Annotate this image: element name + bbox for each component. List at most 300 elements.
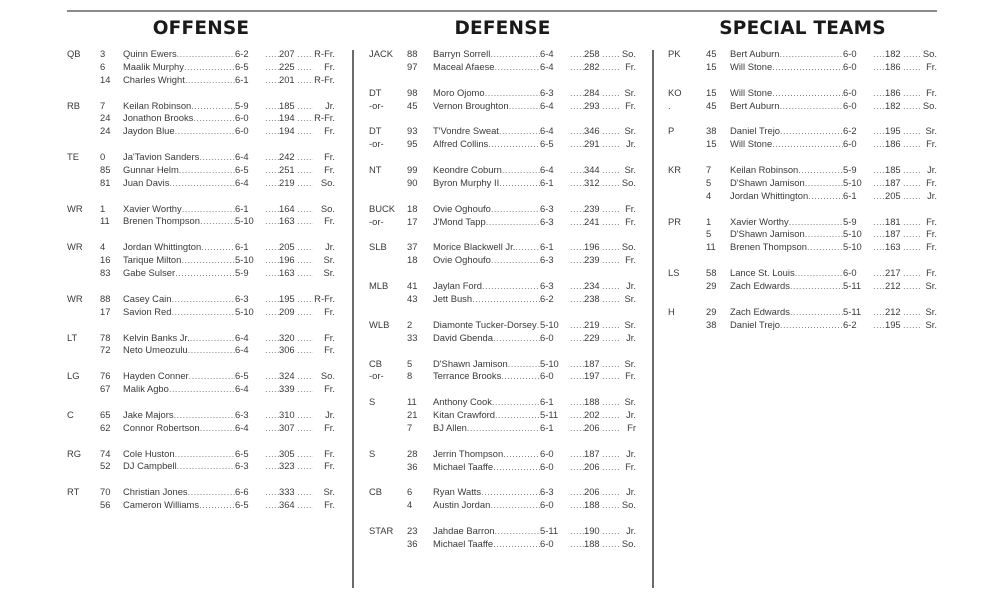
position-label: KO — [668, 86, 682, 98]
dot-leader — [570, 87, 584, 100]
dot-leader — [570, 332, 584, 345]
player-stats — [540, 241, 636, 254]
player-weight: 242 — [279, 151, 295, 163]
player-row — [668, 216, 937, 229]
dot-leader — [780, 48, 843, 61]
position-label: PK — [668, 48, 681, 59]
position-label: KR — [668, 164, 682, 176]
dot-leader — [903, 87, 921, 100]
player-weight: 194 — [279, 125, 295, 137]
position-label: STAR — [369, 525, 394, 537]
dot-leader — [297, 74, 313, 87]
player-class-year: So. — [320, 202, 335, 214]
dot-leader — [265, 344, 279, 357]
player-weight: 163 — [279, 215, 295, 227]
dot-leader — [602, 216, 620, 229]
player-class-year: Fr. — [926, 228, 937, 240]
player-class-year: Fr — [627, 421, 636, 433]
player-row — [369, 525, 636, 538]
player-row — [67, 254, 335, 267]
player-weight: 310 — [279, 408, 295, 420]
player-height: 5-10 — [843, 241, 862, 253]
dot-leader — [602, 409, 620, 422]
jersey-number: 74 — [100, 447, 111, 459]
player-stats — [540, 203, 636, 216]
player-name: Cole Huston — [123, 447, 175, 459]
player-weight: 185 — [279, 99, 295, 111]
player-name: Jordan Whittington — [730, 189, 809, 201]
player-height: 6-3 — [540, 215, 554, 227]
player-stats — [540, 100, 636, 113]
dot-leader — [873, 138, 885, 151]
player-name: David Gbenda — [433, 331, 493, 343]
player-stats — [540, 125, 636, 138]
player-class-year: Fr. — [926, 138, 937, 150]
position-group — [668, 306, 937, 332]
dot-leader — [903, 138, 921, 151]
player-name: Jaylan Ford — [433, 280, 482, 292]
player-weight: 307 — [279, 421, 295, 433]
dot-leader — [873, 228, 885, 241]
jersey-number: 8 — [407, 370, 413, 382]
player-stats — [235, 254, 335, 267]
jersey-number: 24 — [100, 112, 111, 124]
player-class-year: So. — [621, 48, 636, 59]
player-class-year: Sr. — [624, 318, 636, 330]
jersey-number: 58 — [706, 267, 717, 279]
dot-leader — [495, 61, 541, 74]
player-stats — [540, 370, 636, 383]
player-height: 6-0 — [843, 138, 857, 150]
player-class-year: Sr. — [624, 125, 636, 137]
player-stats — [540, 358, 636, 371]
player-weight: 234 — [584, 280, 600, 292]
player-class-year: Jr. — [325, 408, 335, 420]
offense-depth-chart — [67, 48, 335, 512]
position-label: WLB — [369, 318, 390, 330]
player-name: Brenen Thompson — [123, 215, 200, 227]
player-stats — [843, 280, 937, 293]
player-name: Will Stone — [730, 86, 773, 98]
dot-leader — [790, 280, 843, 293]
player-stats — [843, 164, 937, 177]
player-class-year: Fr. — [324, 460, 335, 472]
player-stats — [540, 332, 636, 345]
position-label: BUCK — [369, 202, 396, 214]
player-stats — [843, 177, 937, 190]
dot-leader — [297, 112, 313, 125]
player-weight: 333 — [279, 486, 295, 498]
position-label: DT — [369, 125, 382, 137]
player-height: 6-0 — [540, 460, 554, 472]
dot-leader — [570, 448, 584, 461]
dot-leader — [805, 228, 843, 241]
dot-leader — [903, 177, 921, 190]
player-weight: 206 — [584, 460, 600, 472]
player-row — [668, 100, 937, 113]
player-stats — [540, 319, 636, 332]
player-name: Jordan Whittington — [123, 241, 202, 253]
dot-leader — [772, 61, 843, 74]
player-stats — [843, 87, 937, 100]
player-row — [369, 164, 636, 177]
player-name: Jerrin Thompson — [433, 447, 504, 459]
player-height: 6-4 — [540, 164, 554, 176]
player-class-year: Fr. — [324, 215, 335, 227]
player-stats — [843, 267, 937, 280]
player-class-year: Jr. — [626, 447, 636, 459]
player-name: D'Shawn Jamison — [730, 228, 805, 240]
player-stats — [235, 215, 335, 228]
dot-leader — [602, 499, 620, 512]
player-weight: 320 — [279, 331, 295, 343]
dot-leader — [903, 228, 921, 241]
position-label: H — [668, 305, 675, 317]
player-class-year: Sr. — [624, 292, 636, 304]
player-class-year: Sr. — [624, 396, 636, 408]
jersey-number: 15 — [706, 60, 717, 72]
player-weight: 164 — [279, 202, 295, 214]
jersey-number: 7 — [706, 164, 712, 176]
dot-leader — [265, 486, 279, 499]
player-height: 6-4 — [235, 383, 249, 395]
player-row — [67, 151, 335, 164]
jersey-number: 5 — [706, 228, 712, 240]
dot-leader — [467, 422, 540, 435]
dot-leader — [297, 460, 313, 473]
player-height: 5-9 — [843, 164, 857, 176]
dot-leader — [488, 138, 540, 151]
player-row — [67, 499, 335, 512]
dot-leader — [265, 151, 279, 164]
player-row — [369, 48, 636, 61]
dot-leader — [798, 164, 843, 177]
dot-leader — [297, 267, 313, 280]
position-group — [67, 370, 335, 396]
dot-leader — [873, 241, 885, 254]
dot-leader — [570, 396, 584, 409]
jersey-number: 62 — [100, 421, 111, 433]
player-stats — [540, 48, 636, 61]
player-weight: 188 — [584, 537, 600, 549]
dot-leader — [265, 460, 279, 473]
player-row — [369, 319, 636, 332]
position-group — [369, 319, 636, 345]
dot-leader — [297, 164, 313, 177]
position-label: -or- — [369, 99, 384, 111]
player-weight: 346 — [584, 125, 600, 137]
player-weight: 185 — [885, 164, 901, 176]
dot-leader — [903, 216, 921, 229]
dot-leader — [790, 306, 843, 319]
position-label: JACK — [369, 48, 393, 59]
player-row — [668, 241, 937, 254]
player-height: 6-3 — [540, 86, 554, 98]
dot-leader — [602, 177, 620, 190]
player-row — [668, 280, 937, 293]
dot-leader — [873, 87, 885, 100]
jersey-number: 5 — [407, 357, 413, 369]
position-label: RB — [67, 99, 81, 111]
dot-leader — [570, 525, 584, 538]
player-row — [67, 409, 335, 422]
dot-leader — [297, 409, 313, 422]
player-stats — [235, 112, 335, 125]
dot-leader — [808, 190, 843, 203]
dot-leader — [602, 100, 620, 113]
dot-leader — [873, 100, 885, 113]
player-name: Michael Taaffe — [433, 460, 494, 472]
dot-leader — [175, 125, 235, 138]
player-weight: 186 — [885, 60, 901, 72]
player-weight: 305 — [279, 447, 295, 459]
player-class-year: Fr. — [324, 163, 335, 175]
jersey-number: 6 — [407, 486, 413, 498]
jersey-number: 78 — [100, 331, 111, 343]
position-group — [67, 48, 335, 87]
player-row — [369, 396, 636, 409]
player-name: Brenen Thompson — [730, 241, 807, 253]
player-height: 6-4 — [540, 99, 554, 111]
player-weight: 202 — [584, 409, 600, 421]
dot-leader — [297, 383, 313, 396]
dot-leader — [265, 306, 279, 319]
player-class-year: Fr. — [625, 202, 636, 214]
player-name: Keondre Coburn — [433, 164, 502, 176]
player-class-year: R-Fr. — [314, 112, 335, 124]
player-height: 6-1 — [540, 396, 554, 408]
player-weight: 293 — [584, 99, 600, 111]
player-class-year: Sr. — [624, 86, 636, 98]
player-height: 6-5 — [235, 499, 249, 511]
player-name: Anthony Cook — [433, 396, 492, 408]
position-label: LG — [67, 370, 80, 382]
dot-leader — [486, 216, 540, 229]
player-name: Christian Jones — [123, 486, 188, 498]
player-weight: 182 — [885, 48, 901, 59]
dot-leader — [493, 461, 540, 474]
player-row — [67, 215, 335, 228]
offense-column — [67, 14, 335, 525]
position-group — [369, 358, 636, 384]
player-name: Neto Umeozulu — [123, 344, 188, 356]
player-row — [67, 448, 335, 461]
dot-leader — [297, 215, 313, 228]
player-row — [668, 306, 937, 319]
dot-leader — [199, 151, 235, 164]
player-class-year: So. — [320, 370, 335, 382]
player-height: 6-4 — [235, 331, 249, 343]
dot-leader — [873, 267, 885, 280]
player-stats — [540, 87, 636, 100]
dot-leader — [903, 241, 921, 254]
position-label: P — [668, 125, 675, 137]
player-row — [369, 61, 636, 74]
position-label: C — [67, 408, 74, 420]
jersey-number: 95 — [407, 138, 418, 150]
dot-leader — [602, 203, 620, 216]
dot-leader — [602, 254, 620, 267]
dot-leader — [602, 125, 620, 138]
jersey-number: 28 — [407, 447, 418, 459]
player-class-year: Jr. — [626, 486, 636, 498]
player-height: 6-1 — [843, 189, 857, 201]
dot-leader — [297, 422, 313, 435]
player-row — [668, 190, 937, 203]
player-row — [67, 267, 335, 280]
player-weight: 241 — [584, 215, 600, 227]
player-stats — [540, 538, 636, 551]
jersey-number: 0 — [100, 151, 106, 163]
player-stats — [843, 48, 937, 61]
player-class-year: Fr. — [625, 99, 636, 111]
player-class-year: Fr. — [625, 60, 636, 72]
player-weight: 212 — [885, 305, 901, 317]
jersey-number: 14 — [100, 73, 111, 85]
dot-leader — [502, 164, 540, 177]
dot-leader — [873, 61, 885, 74]
player-stats — [843, 61, 937, 74]
dot-leader — [570, 370, 584, 383]
jersey-number: 11 — [407, 396, 417, 408]
dot-leader — [265, 215, 279, 228]
player-row — [369, 358, 636, 371]
dot-leader — [570, 138, 584, 151]
jersey-number: 7 — [407, 421, 413, 433]
dot-leader — [493, 332, 540, 345]
player-name: Bert Auburn — [730, 99, 780, 111]
jersey-number: 93 — [407, 125, 418, 137]
player-name: Cameron Williams — [123, 499, 200, 511]
dot-leader — [503, 448, 540, 461]
dot-leader — [570, 422, 584, 435]
dot-leader — [265, 203, 279, 216]
player-row — [668, 138, 937, 151]
player-name: Charles Wright — [123, 73, 185, 85]
position-label: -or- — [369, 215, 384, 227]
player-height: 6-1 — [540, 176, 554, 188]
jersey-number: 18 — [407, 202, 418, 214]
player-weight: 238 — [584, 292, 600, 304]
jersey-number: 7 — [100, 99, 106, 111]
player-weight: 201 — [279, 73, 295, 85]
dot-leader — [602, 293, 620, 306]
dot-leader — [602, 358, 620, 371]
dot-leader — [805, 177, 843, 190]
jersey-number: 29 — [706, 305, 717, 317]
player-weight: 195 — [279, 292, 295, 304]
dot-leader — [200, 215, 235, 228]
dot-leader — [265, 422, 279, 435]
player-class-year: Sr. — [925, 318, 937, 330]
player-row — [369, 486, 636, 499]
player-stats — [843, 138, 937, 151]
dot-leader — [297, 254, 313, 267]
dot-leader — [491, 254, 540, 267]
player-weight: 196 — [584, 241, 600, 253]
dot-leader — [175, 267, 235, 280]
dot-leader — [297, 332, 313, 345]
dot-leader — [491, 203, 540, 216]
dot-leader — [602, 332, 620, 345]
player-height: 5-10 — [540, 318, 559, 330]
position-group — [67, 409, 335, 435]
dot-leader — [190, 332, 235, 345]
player-name: Jaydon Blue — [123, 125, 175, 137]
dot-leader — [903, 267, 921, 280]
jersey-number: 36 — [407, 537, 418, 549]
player-weight: 219 — [279, 176, 295, 188]
dot-leader — [772, 87, 843, 100]
dot-leader — [265, 241, 279, 254]
jersey-number: 6 — [100, 60, 106, 72]
dot-leader — [515, 241, 540, 254]
dot-leader — [490, 499, 540, 512]
player-height: 6-1 — [235, 241, 249, 253]
player-height: 6-4 — [235, 421, 249, 433]
position-group — [67, 332, 335, 358]
player-height: 6-4 — [540, 60, 554, 72]
player-stats — [540, 280, 636, 293]
player-row — [369, 448, 636, 461]
position-label: . — [668, 99, 671, 111]
jersey-number: 1 — [100, 202, 106, 214]
dot-leader — [188, 344, 235, 357]
position-label: WR — [67, 202, 83, 214]
player-class-year: Jr. — [626, 525, 636, 537]
dot-leader — [265, 499, 279, 512]
player-stats — [235, 370, 335, 383]
player-height: 6-1 — [235, 73, 249, 85]
player-weight: 207 — [279, 48, 295, 59]
position-label: RT — [67, 486, 80, 498]
position-label: CB — [369, 357, 383, 369]
player-name: Casey Cain — [123, 292, 172, 304]
dot-leader — [570, 358, 584, 371]
player-weight: 239 — [584, 202, 600, 214]
player-row — [67, 100, 335, 113]
player-stats — [540, 422, 636, 435]
dot-leader — [265, 293, 279, 306]
player-stats — [235, 241, 335, 254]
player-row — [369, 203, 636, 216]
player-weight: 195 — [885, 125, 901, 137]
player-weight: 364 — [279, 499, 295, 511]
player-weight: 282 — [584, 60, 600, 72]
jersey-number: 11 — [706, 241, 716, 253]
dot-leader — [602, 61, 620, 74]
player-row — [67, 125, 335, 138]
defense-column — [369, 14, 636, 564]
player-row — [369, 241, 636, 254]
player-height: 6-3 — [540, 202, 554, 214]
player-height: 6-0 — [843, 60, 857, 72]
dot-leader — [297, 177, 313, 190]
dot-leader — [602, 396, 620, 409]
player-row — [369, 100, 636, 113]
dot-leader — [297, 203, 313, 216]
player-name: J'Mond Tapp — [433, 215, 486, 227]
player-height: 6-2 — [540, 292, 554, 304]
player-weight: 187 — [584, 447, 600, 459]
player-weight: 188 — [584, 499, 600, 511]
position-group — [668, 267, 937, 293]
player-name: Morice Blackwell Jr. — [433, 241, 516, 253]
player-row — [67, 460, 335, 473]
player-row — [67, 177, 335, 190]
player-row — [369, 332, 636, 345]
jersey-number: 97 — [407, 60, 418, 72]
